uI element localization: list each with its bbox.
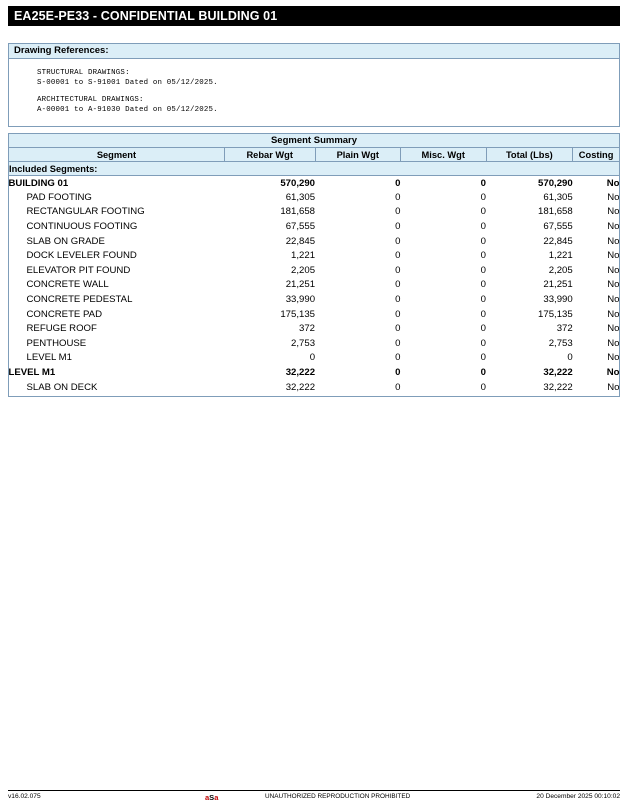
column-header-rebar-wgt: Rebar Wgt: [224, 148, 315, 162]
cell-total-lbs: 61,305: [543, 191, 573, 203]
segment-summary-column-headers: [9, 148, 620, 162]
cell-segment: PAD FOOTING: [26, 191, 92, 203]
cell-total-lbs: 181,658: [538, 206, 573, 218]
table-row: [9, 234, 620, 249]
cell-total-lbs: 175,135: [538, 308, 573, 320]
cell-rebar-wgt: 175,135: [280, 308, 316, 320]
cell-total-lbs: 2,753: [548, 337, 573, 349]
cell-plain-wgt: 0: [395, 381, 401, 393]
architectural-drawings-range: A-00001 to A-91030 Dated on 05/12/2025.: [37, 105, 218, 114]
cell-rebar-wgt: 22,845: [285, 235, 316, 247]
cell-rebar-wgt: 0: [309, 352, 316, 364]
table-row: [9, 219, 620, 234]
cell-segment: BUILDING 01: [8, 177, 69, 189]
cell-plain-wgt: 0: [395, 206, 401, 218]
cell-plain-wgt: 0: [395, 250, 401, 262]
included-segments-row: [9, 162, 620, 176]
cell-rebar-wgt: 32,222: [285, 367, 316, 379]
cell-rebar-wgt: 21,251: [285, 279, 316, 291]
cell-segment: PENTHOUSE: [26, 337, 87, 349]
cell-misc-wgt: 0: [480, 308, 486, 320]
footer-logo: [205, 793, 218, 802]
cell-misc-wgt: 0: [480, 279, 486, 291]
table-row: [9, 351, 620, 366]
cell-total-lbs: 372: [556, 323, 573, 335]
cell-costing: No: [607, 250, 620, 262]
cell-misc-wgt: 0: [480, 294, 486, 306]
table-row: [9, 263, 620, 278]
cell-total-lbs: 21,251: [543, 279, 573, 291]
cell-total-lbs: 32,222: [543, 367, 573, 379]
cell-plain-wgt: 0: [395, 337, 401, 349]
column-header-segment: Segment: [9, 148, 225, 162]
cell-rebar-wgt: 372: [299, 323, 316, 335]
cell-segment: SLAB ON DECK: [26, 381, 98, 393]
structural-drawings-range: S-00001 to S-91001 Dated on 05/12/2025.: [37, 78, 218, 87]
cell-costing: No: [607, 221, 620, 233]
cell-costing: No: [606, 177, 620, 189]
footer-timestamp: 20 December 2025 00:10:02: [536, 793, 620, 800]
included-segments-label: Included Segments:: [9, 162, 620, 176]
segment-summary-table: [8, 133, 620, 394]
cell-costing: No: [607, 206, 620, 218]
table-row: [9, 380, 620, 395]
cell-misc-wgt: 0: [480, 235, 486, 247]
column-header-misc-wgt: Misc. Wgt: [401, 148, 487, 162]
cell-rebar-wgt: 1,221: [291, 250, 316, 262]
cell-costing: No: [607, 352, 620, 364]
table-row: [9, 321, 620, 336]
cell-plain-wgt: 0: [395, 367, 401, 379]
cell-segment: CONTINUOUS FOOTING: [26, 221, 138, 233]
cell-rebar-wgt: 33,990: [285, 294, 316, 306]
cell-plain-wgt: 0: [395, 294, 401, 306]
cell-rebar-wgt: 32,222: [285, 381, 316, 393]
footer-divider: [8, 790, 620, 791]
cell-plain-wgt: 0: [395, 221, 401, 233]
cell-plain-wgt: 0: [395, 264, 401, 276]
cell-rebar-wgt: 2,205: [291, 264, 316, 276]
cell-misc-wgt: 0: [480, 250, 486, 262]
cell-costing: No: [607, 308, 620, 320]
cell-total-lbs: 2,205: [548, 264, 573, 276]
cell-misc-wgt: 0: [480, 381, 486, 393]
structural-drawings-title: STRUCTURAL DRAWINGS:: [37, 69, 130, 77]
footer-version: v16.02.075: [8, 793, 41, 800]
cell-plain-wgt: 0: [395, 323, 401, 335]
cell-plain-wgt: 0: [395, 191, 401, 203]
cell-total-lbs: 32,222: [543, 381, 573, 393]
column-header-plain-wgt: Plain Wgt: [315, 148, 400, 162]
footer-unauthorized-notice: UNAUTHORIZED REPRODUCTION PROHIBITED: [265, 793, 411, 800]
cell-segment: LEVEL M1: [26, 352, 73, 364]
cell-total-lbs: 570,290: [538, 177, 573, 189]
cell-misc-wgt: 0: [480, 323, 486, 335]
cell-plain-wgt: 0: [395, 308, 401, 320]
cell-rebar-wgt: 181,658: [280, 206, 316, 218]
cell-misc-wgt: 0: [480, 206, 486, 218]
cell-misc-wgt: 0: [480, 264, 486, 276]
cell-rebar-wgt: 2,753: [291, 337, 316, 349]
cell-segment: SLAB ON GRADE: [26, 235, 105, 247]
cell-total-lbs: 33,990: [543, 294, 573, 306]
cell-segment: DOCK LEVELER FOUND: [26, 250, 137, 262]
cell-costing: No: [607, 294, 620, 306]
cell-total-lbs: 22,845: [543, 235, 573, 247]
table-row: [9, 278, 620, 293]
architectural-drawings-title: ARCHITECTURAL DRAWINGS:: [37, 96, 144, 105]
segment-summary-title: Segment Summary: [9, 134, 620, 148]
reference-gap: [37, 88, 619, 96]
table-row: [9, 205, 620, 220]
cell-costing: No: [607, 279, 620, 291]
column-header-total-lbs: Total (Lbs): [486, 148, 573, 162]
drawing-references-header: Drawing References:: [8, 43, 620, 59]
cell-costing: No: [607, 191, 620, 203]
cell-rebar-wgt: 570,290: [280, 177, 316, 189]
cell-segment: LEVEL M1: [8, 367, 56, 379]
cell-misc-wgt: 0: [480, 352, 486, 364]
cell-total-lbs: 67,555: [543, 221, 573, 233]
cell-segment: CONCRETE PEDESTAL: [26, 294, 133, 306]
cell-segment: CONCRETE PAD: [26, 308, 103, 320]
cell-costing: No: [606, 367, 620, 379]
segment-summary-title-row: [9, 134, 620, 148]
table-row: [9, 190, 620, 205]
table-row: [9, 336, 620, 351]
cell-segment: CONCRETE WALL: [26, 279, 109, 291]
page-title: EA25E-PE33 - CONFIDENTIAL BUILDING 01: [8, 6, 620, 26]
cell-plain-wgt: 0: [395, 177, 401, 189]
cell-costing: No: [607, 337, 620, 349]
footer-logo-left: a: [205, 793, 210, 802]
cell-plain-wgt: 0: [395, 279, 401, 291]
drawing-references-body: [8, 59, 620, 127]
column-header-costing: Costing: [573, 148, 620, 162]
cell-misc-wgt: 0: [480, 367, 486, 379]
cell-plain-wgt: 0: [395, 235, 401, 247]
cell-costing: No: [607, 323, 620, 335]
table-row: [9, 176, 620, 191]
cell-segment: RECTANGULAR FOOTING: [26, 206, 145, 218]
cell-misc-wgt: 0: [480, 221, 486, 233]
cell-costing: No: [607, 381, 620, 393]
cell-costing: No: [607, 264, 620, 276]
cell-segment: REFUGE ROOF: [26, 323, 97, 335]
cell-costing: No: [607, 235, 620, 247]
table-row: [9, 365, 620, 380]
cell-total-lbs: 0: [567, 352, 573, 364]
table-row: [9, 292, 620, 307]
table-row: [9, 248, 620, 263]
cell-misc-wgt: 0: [480, 191, 486, 203]
cell-misc-wgt: 0: [480, 177, 486, 189]
cell-misc-wgt: 0: [480, 337, 486, 349]
cell-rebar-wgt: 67,555: [285, 221, 316, 233]
footer-logo-right: a: [214, 793, 219, 802]
table-row: [9, 307, 620, 322]
cell-segment: ELEVATOR PIT FOUND: [26, 264, 131, 276]
footer-logo-mid: S: [209, 793, 215, 802]
cell-total-lbs: 1,221: [548, 250, 573, 262]
cell-rebar-wgt: 61,305: [285, 191, 316, 203]
segment-summary-body: [9, 176, 620, 395]
cell-plain-wgt: 0: [395, 352, 401, 364]
